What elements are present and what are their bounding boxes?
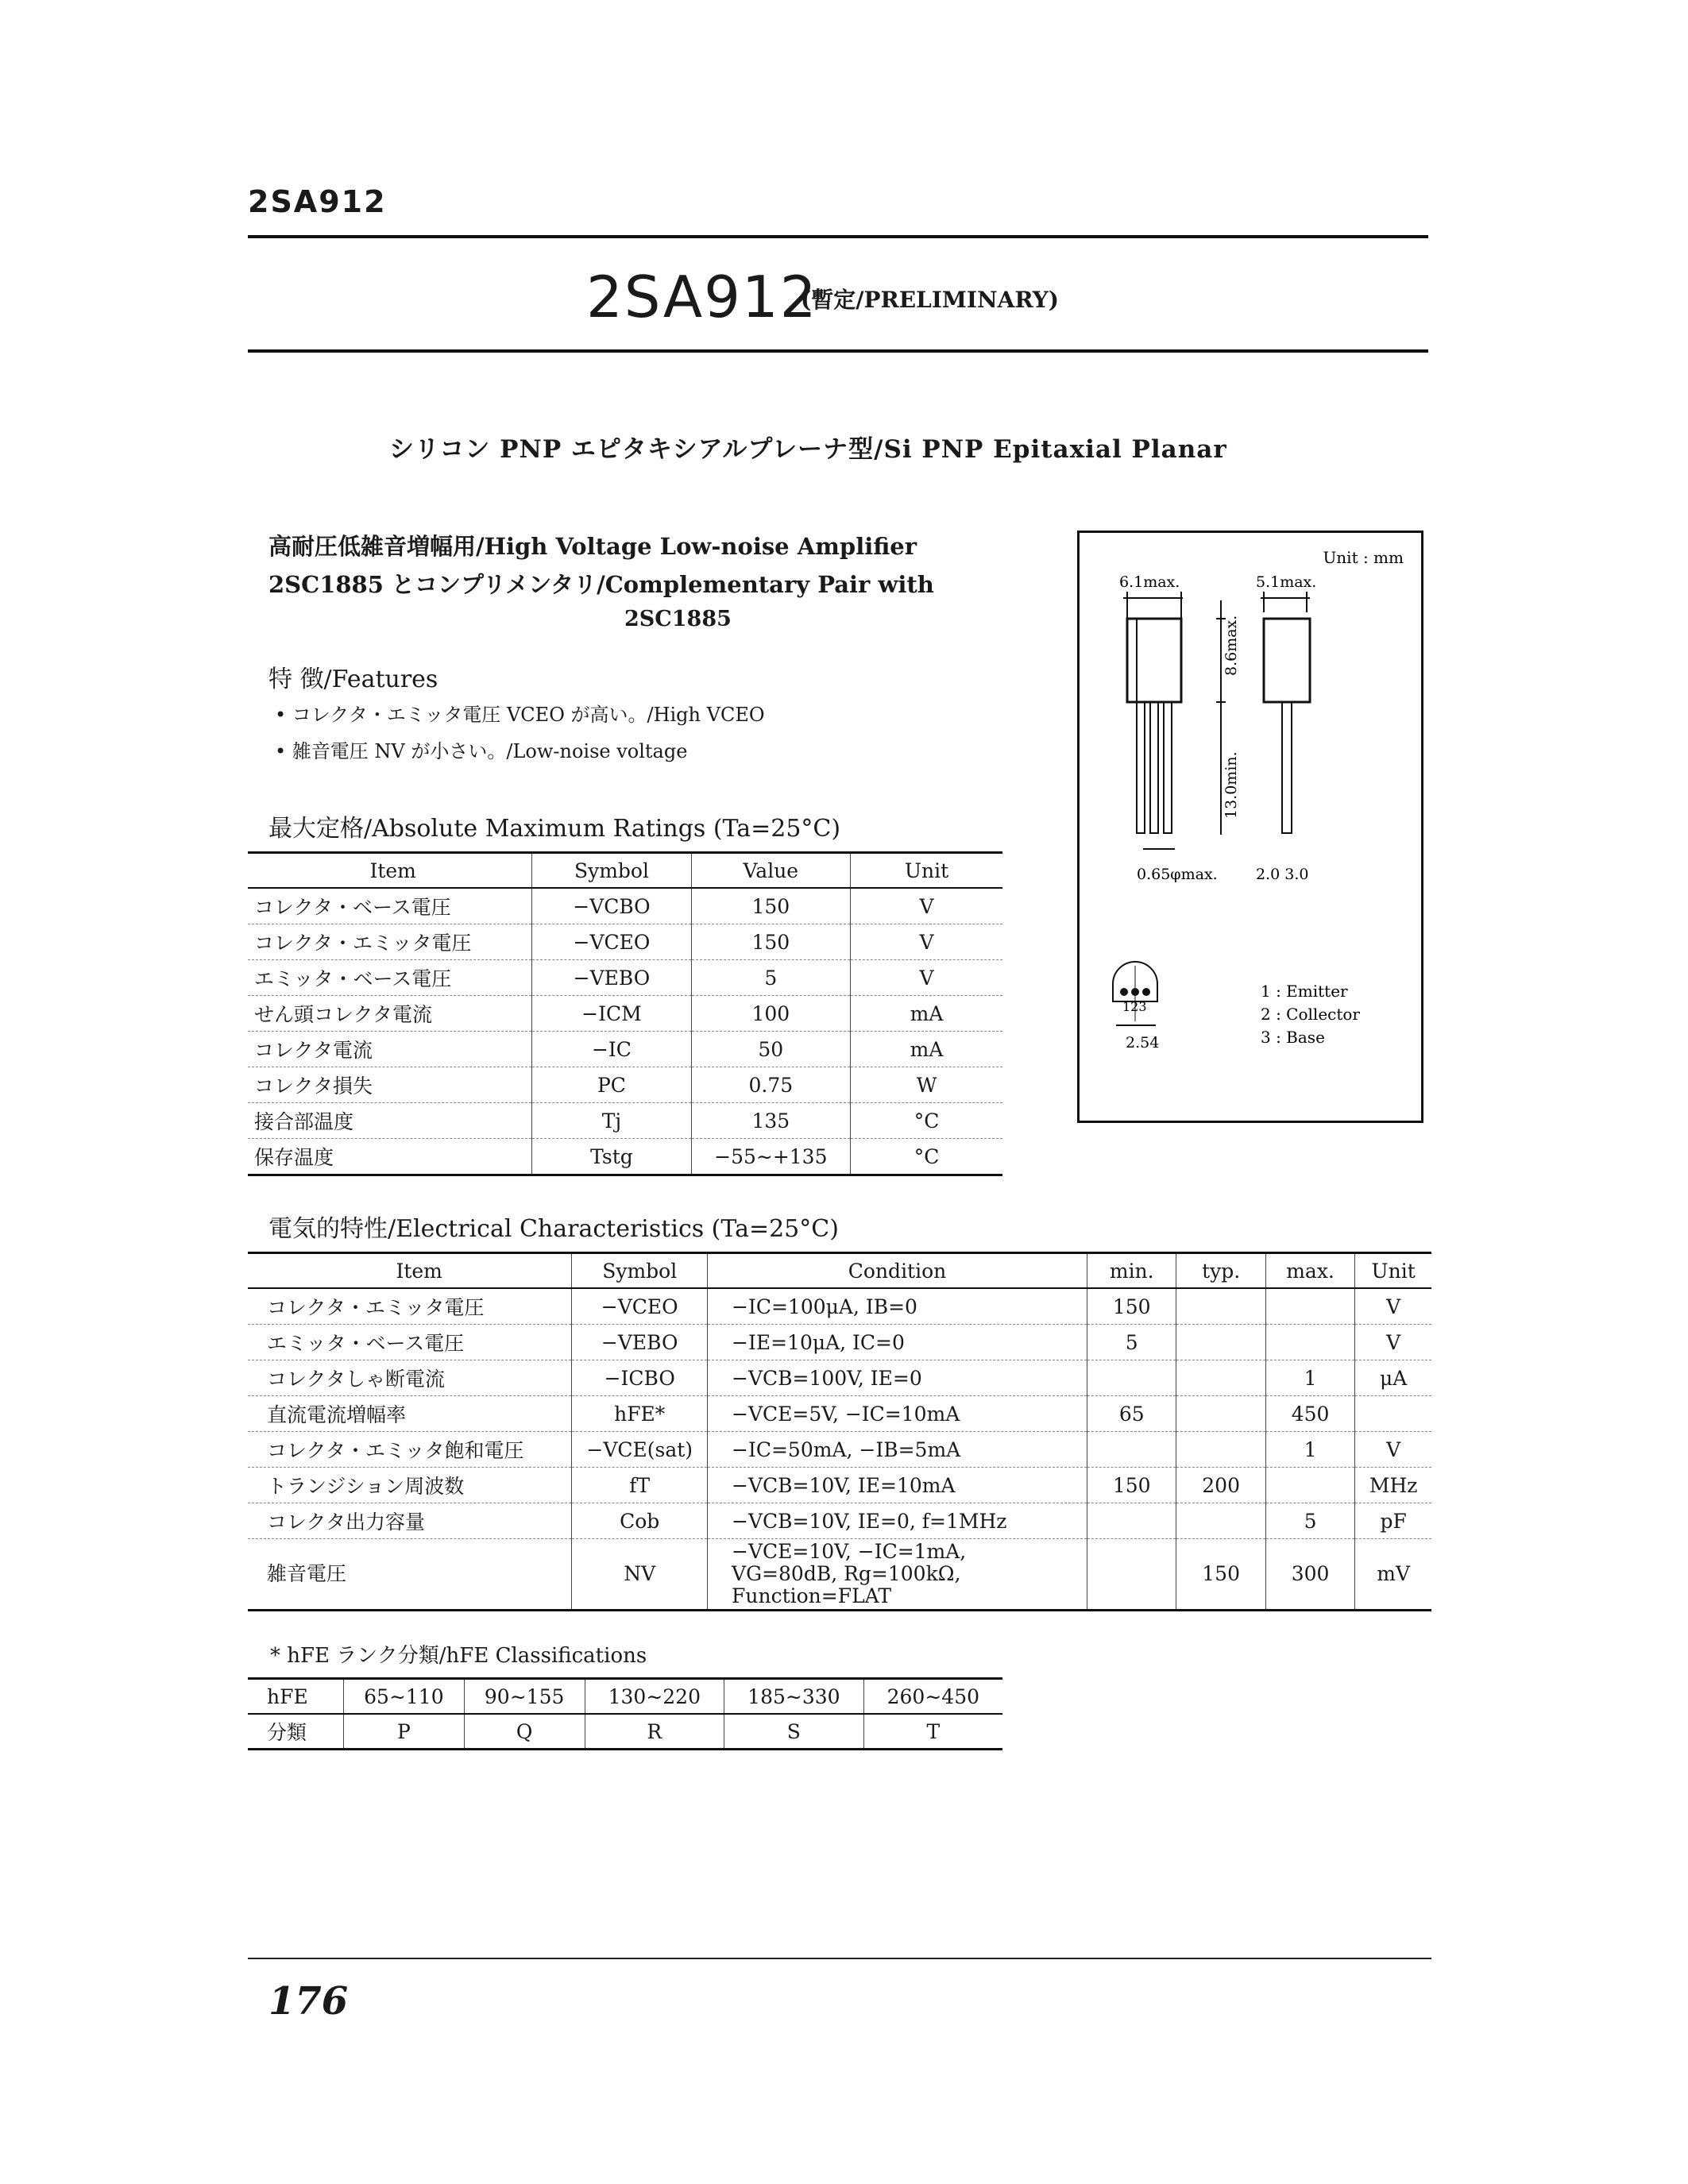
cell: 直流電流増幅率 [248, 1396, 572, 1432]
col-header: Unit [851, 853, 1002, 889]
table-row [248, 1468, 1431, 1503]
col-header: Condition [708, 1253, 1087, 1289]
elec-heading: 電気的特性/Electrical Characteristics (Ta=25°C) [268, 1215, 839, 1243]
cell: 5 [1265, 1503, 1354, 1539]
cell: PC [532, 1067, 691, 1103]
cell: S [724, 1714, 864, 1750]
table-row [248, 1139, 1002, 1175]
cell [1176, 1503, 1265, 1539]
cell: −VCE=5V, −IC=10mA [708, 1396, 1087, 1432]
cell: 5 [1087, 1325, 1176, 1360]
cell: 50 [691, 1032, 851, 1067]
dim-pin-pitch: 2.54 [1126, 1034, 1160, 1051]
table-header-row [248, 1253, 1431, 1289]
cell: コレクタ・エミッタ電圧 [248, 1288, 572, 1325]
cell [1265, 1325, 1354, 1360]
table-row [248, 1103, 1002, 1139]
cell: T [863, 1714, 1002, 1750]
nv-condition-line: −VCE=10V, −IC=1mA, [732, 1540, 967, 1563]
cell: V [1355, 1288, 1431, 1325]
cell: 1 [1265, 1360, 1354, 1396]
table-row [248, 1503, 1431, 1539]
cell [1355, 1396, 1431, 1432]
cell: 150 [691, 924, 851, 960]
dim-lead-diameter: 0.65φmax. [1137, 866, 1218, 883]
table-row [248, 1432, 1431, 1468]
cell: −IE=10μA, IC=0 [708, 1325, 1087, 1360]
cell: fT [572, 1468, 708, 1503]
cell: W [851, 1067, 1002, 1103]
cell: −55∼+135 [691, 1139, 851, 1175]
cell [1087, 1539, 1176, 1611]
elec-table [248, 1252, 1431, 1611]
cell: pF [1355, 1503, 1431, 1539]
cell: °C [851, 1139, 1002, 1175]
cell [1176, 1325, 1265, 1360]
header-rule-top [248, 235, 1428, 238]
application-line-3: 2SC1885 [624, 607, 732, 631]
cell: hFE [248, 1679, 344, 1715]
table-row [248, 1539, 1431, 1611]
cell: −VEBO [532, 960, 691, 996]
table-row [248, 888, 1002, 924]
col-header: Value [691, 853, 851, 889]
classification-heading: * hFE ランク分類/hFE Classifications [270, 1644, 647, 1668]
cell: −IC=50mA, −IB=5mA [708, 1432, 1087, 1468]
cell: コレクタ出力容量 [248, 1503, 572, 1539]
col-header: typ. [1176, 1253, 1265, 1289]
pin-label-collector: 2 : Collector [1261, 1005, 1360, 1024]
table-row [248, 1679, 1002, 1715]
nv-condition-line: VG=80dB, Rg=100kΩ, [732, 1562, 961, 1585]
dim-side-width: 5.1max. [1256, 573, 1317, 591]
nv-condition-line: Function=FLAT [732, 1584, 892, 1607]
cell: −VCE(sat) [572, 1432, 708, 1468]
device-subtitle: シリコン PNP エピタキシアルプレーナ型/Si PNP Epitaxial Planar [389, 435, 1227, 464]
dim-body-height: 8.6max. [1223, 615, 1240, 676]
cell: 0.75 [691, 1067, 851, 1103]
cell: 100 [691, 996, 851, 1032]
col-header: min. [1087, 1253, 1176, 1289]
cell: V [1355, 1432, 1431, 1468]
table-row [248, 960, 1002, 996]
feature-item: • 雑音電圧 NV が小さい。/Low-noise voltage [275, 740, 688, 762]
cell: −VCB=10V, IE=0, f=1MHz [708, 1503, 1087, 1539]
cell: V [851, 924, 1002, 960]
footer-rule [248, 1958, 1431, 1959]
abs-max-table [248, 851, 1002, 1176]
cell: NV [572, 1539, 708, 1611]
cell: μA [1355, 1360, 1431, 1396]
table-row [248, 924, 1002, 960]
cell: −IC=100μA, IB=0 [708, 1288, 1087, 1325]
cell: 135 [691, 1103, 851, 1139]
pin-numbers: 123 [1122, 999, 1147, 1014]
table-row [248, 996, 1002, 1032]
cell: 130∼220 [585, 1679, 724, 1715]
classification-table [248, 1677, 1002, 1750]
cell: 接合部温度 [248, 1103, 532, 1139]
table-row [248, 1714, 1002, 1750]
header-part-code: 2SA912 [248, 184, 387, 219]
cell: エミッタ・ベース電圧 [248, 1325, 572, 1360]
cell [1176, 1396, 1265, 1432]
cell: コレクタ・ベース電圧 [248, 888, 532, 924]
cell: −ICM [532, 996, 691, 1032]
dim-front-width: 6.1max. [1119, 573, 1180, 591]
col-header: Item [248, 1253, 572, 1289]
cell: 雑音電圧 [248, 1539, 572, 1611]
application-line-1: 高耐圧低雑音増幅用/High Voltage Low-noise Amplifier [268, 533, 917, 560]
col-header: Symbol [572, 1253, 708, 1289]
table-row [248, 1288, 1431, 1325]
cell: 5 [691, 960, 851, 996]
cell [1087, 1432, 1176, 1468]
cell [1176, 1360, 1265, 1396]
cell: −VCBO [532, 888, 691, 924]
table-header-row [248, 853, 1002, 889]
cell: −VCEO [572, 1288, 708, 1325]
cell: °C [851, 1103, 1002, 1139]
cell: 保存温度 [248, 1139, 532, 1175]
cell: 150 [1176, 1539, 1265, 1611]
table-row [248, 1067, 1002, 1103]
cell: コレクタ・エミッタ電圧 [248, 924, 532, 960]
table-row [248, 1032, 1002, 1067]
cell: Tstg [532, 1139, 691, 1175]
cell: R [585, 1714, 724, 1750]
cell: 150 [691, 888, 851, 924]
cell: 65 [1087, 1396, 1176, 1432]
cell [1087, 1503, 1176, 1539]
cell: 185∼330 [724, 1679, 864, 1715]
cell: コレクタしゃ断電流 [248, 1360, 572, 1396]
cell: Cob [572, 1503, 708, 1539]
table-row [248, 1325, 1431, 1360]
cell [1176, 1288, 1265, 1325]
cell: Tj [532, 1103, 691, 1139]
cell: 450 [1265, 1396, 1354, 1432]
cell: コレクタ損失 [248, 1067, 532, 1103]
page-number: 176 [268, 1979, 349, 2024]
cell: MHz [1355, 1468, 1431, 1503]
cell: コレクタ・エミッタ飽和電圧 [248, 1432, 572, 1468]
feature-item: • コレクタ・エミッタ電圧 VCEO が高い。/High VCEO [275, 704, 765, 726]
abs-max-heading: 最大定格/Absolute Maximum Ratings (Ta=25°C) [268, 815, 841, 843]
cell: せん頭コレクタ電流 [248, 996, 532, 1032]
cell: P [344, 1714, 465, 1750]
package-drawing [1077, 531, 1423, 1123]
cell: hFE* [572, 1396, 708, 1432]
cell: V [851, 960, 1002, 996]
cell: 分類 [267, 1721, 307, 1744]
cell: 200 [1176, 1468, 1265, 1503]
cell: 300 [1265, 1539, 1354, 1611]
cell: mA [851, 996, 1002, 1032]
cell: −VEBO [572, 1325, 708, 1360]
cell: 90∼155 [464, 1679, 585, 1715]
pin-label-base: 3 : Base [1261, 1028, 1325, 1047]
pin-label-emitter: 1 : Emitter [1261, 982, 1348, 1001]
cell [1265, 1468, 1354, 1503]
cell: Q [464, 1714, 585, 1750]
col-header: Symbol [532, 853, 691, 889]
page-title: 2SA912 [586, 264, 818, 330]
cell: −VCB=100V, IE=0 [708, 1360, 1087, 1396]
dim-lead-length: 13.0min. [1223, 751, 1240, 819]
cell: トランジション周波数 [248, 1468, 572, 1503]
cell: コレクタ電流 [248, 1032, 532, 1067]
cell: 260∼450 [863, 1679, 1002, 1715]
cell: エミッタ・ベース電圧 [248, 960, 532, 996]
header-rule-bottom [248, 349, 1428, 353]
cell: mV [1355, 1539, 1431, 1611]
cell: −VCB=10V, IE=10mA [708, 1468, 1087, 1503]
cell [1265, 1288, 1354, 1325]
col-header: max. [1265, 1253, 1354, 1289]
table-row [248, 1396, 1431, 1432]
application-line-2: 2SC1885 とコンプリメンタリ/Complementary Pair with [268, 571, 934, 598]
unit-label: Unit : mm [1323, 548, 1404, 567]
cell: 150 [1087, 1288, 1176, 1325]
package-outline-svg [1080, 533, 1421, 1121]
cell: 1 [1265, 1432, 1354, 1468]
table-row [248, 1360, 1431, 1396]
cell: 150 [1087, 1468, 1176, 1503]
col-header: Unit [1355, 1253, 1431, 1289]
cell [1087, 1360, 1176, 1396]
title-preliminary: (暫定/PRELIMINARY) [801, 287, 1059, 313]
cell: V [1355, 1325, 1431, 1360]
cell [1176, 1432, 1265, 1468]
cell: −ICBO [572, 1360, 708, 1396]
cell: −IC [532, 1032, 691, 1067]
features-heading: 特 徴/Features [268, 666, 438, 693]
cell: 65∼110 [344, 1679, 465, 1715]
dim-side-bottom: 2.0 3.0 [1256, 866, 1309, 883]
nv-condition-cell [708, 1539, 1087, 1611]
col-header: Item [248, 853, 532, 889]
cell: −VCEO [532, 924, 691, 960]
cell: mA [851, 1032, 1002, 1067]
cell: V [851, 888, 1002, 924]
